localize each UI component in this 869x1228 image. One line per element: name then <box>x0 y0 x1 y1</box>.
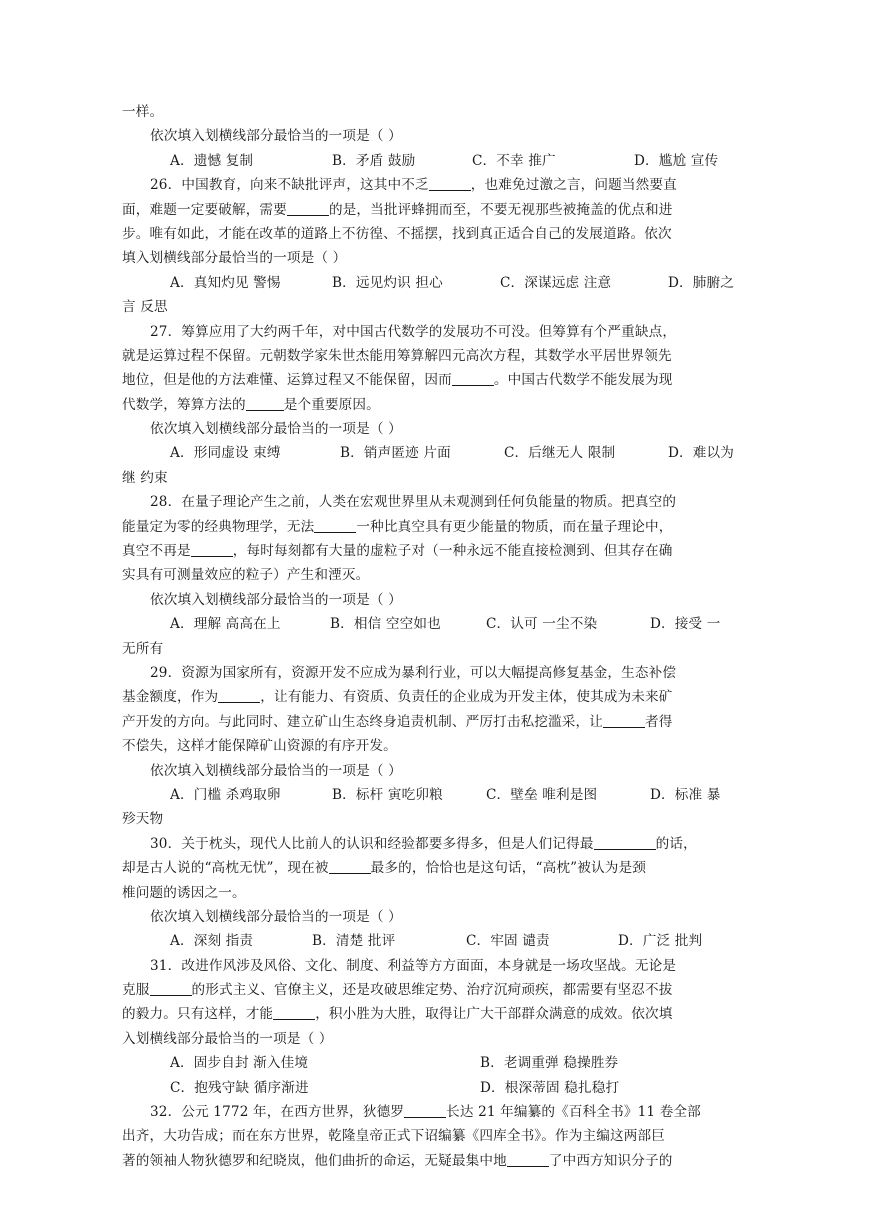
q26-options-wrap: 言 反思 <box>122 299 168 316</box>
q27-line-3: 地位，但是他的方法难懂、运算过程又不能保留，因而 。中国古代数学不能发展为现 <box>122 372 673 389</box>
q31-option-b: B．老调重弹 稳操胜券 <box>480 1055 619 1072</box>
q31-line-2: 克服 的形式主义、官僚主义，还是攻破思维定势、治疗沉疴顽疾，都需要有坚忍不拔 <box>122 982 673 999</box>
q26-options <box>122 271 744 295</box>
q28-prompt: 依次填入划横线部分最恰当的一项是（ ） <box>150 591 402 608</box>
q29-option-d: D．标准 暴 <box>650 786 721 803</box>
q27-prompt: 依次填入划横线部分最恰当的一项是（ ） <box>150 421 402 438</box>
document-page <box>122 100 744 1173</box>
blank <box>507 1152 549 1167</box>
q28-line-4: 实具有可测量效应的粒子）产生和湮灭。 <box>122 567 370 584</box>
q27-options <box>122 441 744 465</box>
blank <box>594 835 656 850</box>
q28-option-b: B．相信 空空如也 <box>330 616 441 633</box>
q29-line-2: 基金额度，作为 ，让有能力、有资质、负责任的企业成为开发主体，使其成为未来矿 <box>122 689 673 706</box>
q25-prompt: 依次填入划横线部分最恰当的一项是（ ） <box>150 128 402 145</box>
q30-option-a: A．深刻 指责 <box>170 933 254 950</box>
q30-prompt: 依次填入划横线部分最恰当的一项是（ ） <box>150 908 402 925</box>
q28-option-a: A．理解 高高在上 <box>170 616 281 633</box>
blank <box>404 1103 446 1118</box>
blank <box>287 201 329 216</box>
q28-line-1: 28．在量子理论产生之前，人类在宏观世界里从未观测到任何负能量的物质。把真空的 <box>150 494 677 511</box>
q29-line-4: 不偿失，这样才能保障矿山资源的有序开发。 <box>122 738 397 755</box>
q27-line-4: 代数学，筹算方法的 是个重要原因。 <box>122 396 380 413</box>
blank <box>191 542 233 557</box>
q25-option-a: A．遗憾 复制 <box>170 152 254 169</box>
q31-line-4: 入划横线部分最恰当的一项是（ ） <box>122 1030 333 1047</box>
q30-option-d: D．广泛 批判 <box>618 933 703 950</box>
q30-options <box>122 929 744 953</box>
blank <box>429 176 471 191</box>
q27-option-d: D．难以为 <box>668 445 735 462</box>
q30-option-c: C．牢固 谴责 <box>466 933 550 950</box>
q31-option-a: A．固步自封 渐入佳境 <box>170 1055 309 1072</box>
blank <box>150 981 192 996</box>
blank <box>452 371 494 386</box>
q30-line-2: 却是古人说的“高枕无忧”，现在被 最多的，恰恰也是这句话，“高枕”被认为是颈 <box>122 860 646 877</box>
blank <box>246 396 284 411</box>
q32-line-3: 著的领袖人物狄德罗和纪晓岚，他们曲折的命运，无疑最集中地 了中西方知识分子的 <box>122 1152 673 1169</box>
q27-line-2: 就是运算过程不保留。元朝数学家朱世杰能用筹算解四元高次方程，其数学水平居世界领先 <box>122 347 672 364</box>
q28-option-c: C．认可 一尘不染 <box>486 616 598 633</box>
q25-option-b: B．矛盾 鼓励 <box>332 152 416 169</box>
blank <box>603 713 645 728</box>
q30-line-1: 30．关于枕头，现代人比前人的认识和经验都要多得多，但是人们记得最 的话， <box>150 835 697 852</box>
q29-prompt: 依次填入划横线部分最恰当的一项是（ ） <box>150 762 402 779</box>
q25-options <box>122 149 744 173</box>
q26-line-4: 填入划横线部分最恰当的一项是（ ） <box>122 250 347 267</box>
q26-option-a: A．真知灼见 警惕 <box>170 274 281 291</box>
q26-line-2: 面，难题一定要破解，需要 的是，当批评蜂拥而至，不要无视那些被掩盖的优点和进 <box>122 201 673 218</box>
q28-option-d: D．接受 一 <box>650 616 721 633</box>
q28-options <box>122 612 744 636</box>
q26-line-3: 步。唯有如此，才能在改革的道路上不彷徨、不摇摆，找到真正适合自己的发展道路。依次 <box>122 225 672 242</box>
q27-line-1: 27．筹算应用了大约两千年，对中国古代数学的发展功不可没。但筹算有个严重缺点， <box>150 323 677 340</box>
q29-line-1: 29．资源为国家所有，资源开发不应成为暴利行业，可以大幅提高修复基金，生态补偿 <box>150 664 677 681</box>
q31-option-d: D．根深蒂固 稳扎稳打 <box>480 1079 620 1096</box>
q26-option-b: B．远见灼识 担心 <box>332 274 443 291</box>
q31-options-row-1 <box>122 1051 744 1075</box>
q31-line-1: 31．改进作风涉及风俗、文化、制度、利益等方方面面，本身就是一场攻坚战。无论是 <box>150 957 677 974</box>
q27-option-a: A．形同虚设 束缚 <box>170 445 281 462</box>
q31-options-row-2 <box>122 1076 744 1100</box>
q32-line-1: 32．公元 1772 年，在西方世界，狄德罗 长达 21 年编纂的《百科全书》11 卷全部 <box>150 1104 701 1121</box>
q26-option-c: C．深谋远虑 注意 <box>500 274 612 291</box>
q25-option-c: C．不幸 推广 <box>472 152 556 169</box>
blank <box>314 518 356 533</box>
q29-options <box>122 783 744 807</box>
q28-options-wrap: 无所有 <box>122 640 164 657</box>
q29-option-c: C．壁垒 唯利是图 <box>486 786 598 803</box>
q29-options-wrap: 殄天物 <box>122 811 164 828</box>
q29-line-3: 产开发的方向。与此同时、建立矿山生态终身追责机制、严厉打击私挖滥采，让 者得 <box>122 713 673 730</box>
q25-tail: 一样。 <box>122 104 164 120</box>
q28-line-3: 真空不再是 ，每时每刻都有大量的虚粒子对（一种永远不能直接检测到、但其存在确 <box>122 543 673 560</box>
q26-option-d: D．肺腑之 <box>668 274 735 291</box>
blank <box>329 859 371 874</box>
q25-option-d: D．尴尬 宣传 <box>634 152 719 169</box>
q31-line-3: 的毅力。只有这样，才能 ，积小胜为大胜，取得让广大干部群众满意的成效。依次填 <box>122 1006 673 1023</box>
q28-line-2: 能量定为零的经典物理学，无法 一种比真空具有更少能量的物质，而在量子理论中， <box>122 518 673 535</box>
q27-option-c: C．后继无人 限制 <box>504 445 616 462</box>
q32-line-2: 出齐，大功告成；而在东方世界，乾隆皇帝正式下诏编纂《四库全书》。作为主编这两部巨 <box>122 1128 665 1145</box>
q30-line-3: 椎问题的诱因之一。 <box>122 884 246 901</box>
q29-option-b: B．标杆 寅吃卯粮 <box>332 786 443 803</box>
blank <box>273 1005 315 1020</box>
blank <box>218 688 260 703</box>
q29-option-a: A．门槛 杀鸡取卵 <box>170 786 281 803</box>
q30-option-b: B．清楚 批评 <box>312 933 396 950</box>
q27-options-wrap: 继 约束 <box>122 469 168 486</box>
q27-option-b: B．销声匿迹 片面 <box>340 445 451 462</box>
q26-line-1: 26．中国教育，向来不缺批评声，这其中不乏 ，也难免过激之言，问题当然要直 <box>150 177 677 194</box>
q31-option-c: C．抱残守缺 循序渐进 <box>170 1079 309 1096</box>
